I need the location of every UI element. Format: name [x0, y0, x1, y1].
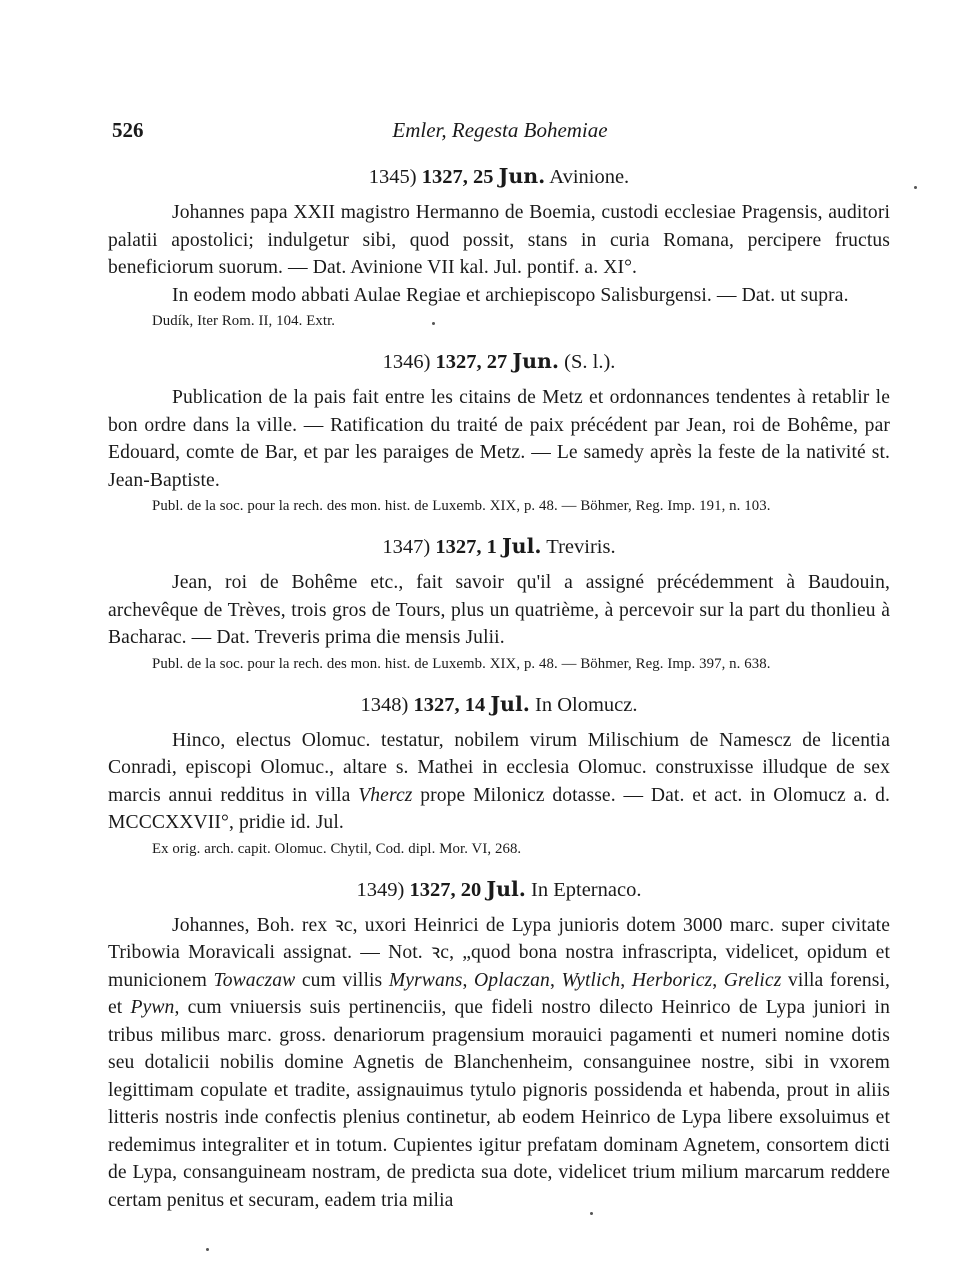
entry-heading — [108, 164, 890, 189]
entry-month: Jun. — [512, 349, 560, 373]
entry-text: Johannes papa XXII magistro Hermanno de Boemia, custodi ecclesiae Pragensis, auditori palatii apostolici; indulgetur sibi, quod possit, stans in curia Romana, percipere fructus beneficiorum suorum. — Dat. Avinione VII kal. Jul. pontif. a. XI°. — [108, 202, 890, 278]
italic-term: Towaczaw — [213, 969, 296, 991]
italic-term: Wytlich — [561, 969, 621, 991]
italic-term: Herboricz — [631, 969, 713, 991]
entry-place: Avinione. — [549, 166, 630, 188]
entry-text: Johannes, Boh. rex ꝛc, uxori Heinrici de Lypa junioris dotem 3000 marc. super civitate Tribowia Moravicali assignat. — Not. ꝛc, „quod bona nostra infrascripta, videlicet, opidum et municionem Towaczaw cum villis Myrwans, Oplaczan, Wytlich, Herboricz, Grelicz villa forensi, et Pywn, cum vniuersis suis pertinenciis, que fideli nostro dilecto Heinrico de Lypa juniori in tribus milibus marc. gross. denariorum pragensium morauici pagamenti et numeri nomine dotis seu dotalicii nobilis domine Agnetis de Blanchenheim, consanguinee nostre, sibi in vxorem legittimam copulate et tradite, assignauimus tytulo pignoris possidenda et habenda, prout in aliis litteris nostris inde confectis plenius continetur, ab eodem Heinrico de Lypa libere exsoluimus et redemimus integraliter et in totum. Cupientes igitur prefatam dominam Agnetem, consortem dicti de Lypa, consanguineam nostram, de predicta sua dote, videlicet trium milium marcarum reddere certam penitus et securam, eadem tria milia — [108, 914, 891, 1211]
entry-text: Publication de la pais fait entre les citains de Metz et ordonnances tendentes à retablir le bon ordre dans la ville. — Ratification du traité de paix précédent par Jean, roi de Bohême, par Edouard, comte de Bar, et par les paraiges de Metz. — Le samedy après la feste de la nativité st. Jean-Baptiste. — [108, 387, 890, 491]
entry-source: Ex orig. arch. capit. Olomuc. Chytil, Cod. dipl. Mor. VI, 268. — [152, 840, 522, 857]
entry-place: In Epternaco. — [531, 878, 642, 901]
entry-number: 1349) — [356, 878, 405, 901]
entry-text: Hinco, electus Olomuc. testatur, nobilem virum Milischium de Namescz de licentia Conradi, episcopi Olomuc., altare s. Mathei in ecclesia Olomuc. construxisse illudque de sex marcis annui redditus in villa Vhercz prope Milonicz dotasse. — Dat. et act. in Olomucz a. d. MCCCXXVII°, pridie id. Jul. — [108, 729, 890, 833]
entry-day: 14 — [464, 693, 486, 716]
entry-number: 1347) — [382, 536, 431, 558]
entry-1349 — [108, 877, 890, 1215]
entry-place: Treviris. — [546, 536, 616, 558]
entry-1346 — [108, 349, 890, 516]
entry-year: 1327, — [421, 166, 468, 188]
entry-number: 1346) — [382, 351, 431, 373]
entry-month: Jul. — [490, 691, 530, 716]
entry-heading — [108, 349, 890, 374]
italic-term: Myrwans — [388, 969, 463, 991]
entry-number: 1345) — [368, 166, 417, 188]
entry-heading — [108, 692, 890, 717]
entry-year: 1327, — [409, 878, 456, 901]
page-number: 526 — [112, 118, 144, 142]
entry-day: 20 — [460, 878, 482, 901]
entry-heading — [108, 534, 890, 559]
running-title: Emler, Regesta Bohemiae — [392, 118, 608, 142]
entry-year: 1327, — [435, 536, 482, 558]
entry-number: 1348) — [360, 693, 409, 716]
italic-term: Pywn — [130, 997, 175, 1018]
entry-source: Dudík, Iter Rom. II, 104. Extr. — [152, 313, 336, 329]
entry-1347 — [108, 534, 890, 674]
entry-month: Jun. — [498, 164, 546, 188]
entry-year: 1327, — [435, 351, 482, 373]
entry-heading — [108, 877, 890, 902]
entry-place: In Olomucz. — [535, 693, 638, 716]
italic-term: Oplaczan — [474, 969, 550, 991]
entry-1348 — [108, 692, 890, 859]
page-header — [112, 118, 888, 148]
entry-place: (S. l.). — [564, 351, 616, 373]
italic-term: Vhercz — [358, 784, 413, 806]
entry-1345 — [108, 164, 890, 331]
print-speck — [206, 1248, 209, 1251]
regesta-entries — [108, 164, 890, 1214]
entry-day: 27 — [486, 351, 508, 373]
entry-text: Jean, roi de Bohême etc., fait savoir qu'il a assigné précédemment à Baudouin, archevêque de Trèves, trois gros de Tours, plus un quatrième, à percevoir sur la part du thonlieu à Bacharac. — Dat. Treveris prima die mensis Julii. — [108, 572, 890, 648]
entry-month: Jul. — [501, 534, 542, 558]
print-speck — [590, 1212, 593, 1215]
entry-text: In eodem modo abbati Aulae Regiae et archiepiscopo Salisburgensi. — Dat. ut supra. — [172, 284, 849, 306]
italic-term: Grelicz — [723, 969, 782, 991]
entry-source: Publ. de la soc. pour la rech. des mon. hist. de Luxemb. XIX, p. 48. — Böhmer, Reg. Imp. 191, n. 103. — [152, 498, 771, 514]
entry-month: Jul. — [486, 876, 526, 901]
entry-day: 1 — [486, 536, 497, 558]
print-speck — [914, 186, 917, 189]
entry-source: Publ. de la soc. pour la rech. des mon. hist. de Luxemb. XIX, p. 48. — Böhmer, Reg. Imp. 397, n. 638. — [152, 655, 771, 672]
print-speck — [432, 322, 435, 325]
entry-day: 25 — [473, 166, 494, 188]
entry-year: 1327, — [413, 693, 460, 716]
